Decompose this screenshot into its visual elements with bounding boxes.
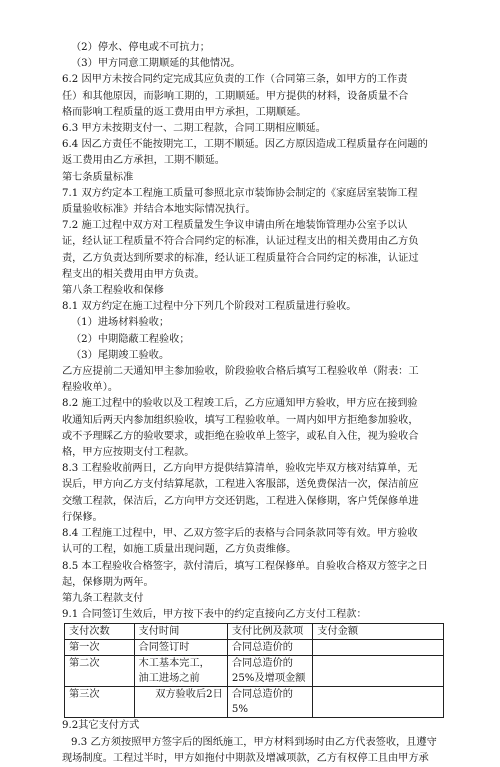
header-cell: 支付时间 [134, 624, 227, 640]
text-line: 7.2 施工过程中双方对工程质量发生争议申请由所在地装饰管理办公室予以认 [62, 220, 408, 232]
text-line: 格，甲方应按期支付工程款。 [62, 447, 195, 459]
text-line: 或不予理睬乙方的验收要求，或拒绝在验收单上签字，或私自入住，视为验收合 [62, 430, 419, 442]
text-line: 7.1 双方约定本工程施工质量可参照北京市装饰协会制定的《家庭居室装饰工程 [62, 187, 418, 199]
table-cell [313, 640, 444, 656]
section-heading: 第九条工程款支付 [62, 592, 144, 604]
header-cell: 支付比例及款项 [227, 624, 312, 640]
text-line: 责，乙方负责达到所要求的标准，经认证工程质量符合合同约定的标准，认证过 [62, 252, 419, 264]
after-table-text [62, 718, 444, 767]
section-heading: 第七条质量标准 [62, 171, 134, 183]
text-line: （2）中期隐蔽工程验收； [71, 333, 190, 345]
text-line: 8.5 本工程验收合格签字，款付清后，填写工程保修单。自验收合格双方签字之日 [62, 560, 428, 572]
table-cell: 第二次 [65, 656, 135, 687]
text-line: （1）进场材料验收； [71, 317, 170, 329]
text-line: 现场制度。工程过半时，甲方如拖付中期款及增减项款，乙方有权停工且由甲方承 [62, 752, 429, 764]
text-line: （3）尾期竣工验收。 [71, 349, 170, 361]
text-line: 程验收单）。 [62, 382, 119, 394]
table-cell [134, 656, 227, 687]
section-heading: 第八条工程验收和保修 [62, 285, 164, 297]
table-header-row [65, 624, 444, 640]
header-cell: 支付金额 [313, 624, 444, 640]
table-row [65, 640, 444, 656]
header-cell: 支付次数 [65, 624, 135, 640]
table-cell: 合同总造价的 [227, 640, 312, 656]
text-line: （2）停水、停电或不可抗力； [71, 42, 210, 53]
text-line: 行保修。 [62, 511, 103, 523]
payment-table [64, 623, 444, 718]
table-cell: 合同签订时 [134, 640, 227, 656]
text-line: 格而影响工程质量的返工费用由甲方承担，工期顺延。 [62, 106, 307, 118]
text-line: 9.3 乙方须按照甲方签字后的图纸施工，甲方材料到场时由乙方代表签收，且遵守 [71, 736, 437, 748]
text-line: 起，保修期为两年。 [62, 576, 154, 588]
table-cell [313, 656, 444, 687]
text-line: 认可的工程，如施工质量出现问题，乙方负责维修。 [62, 544, 297, 556]
table-cell [313, 687, 444, 718]
text-line: 误后，甲方向乙方支付结算尾款，工程进入客服部，送免费保洁一次，保洁前应 [62, 479, 419, 491]
cell-line: 木工基本完工， [138, 658, 210, 670]
text-line: （3）甲方同意工期顺延的其他情况。 [71, 58, 241, 70]
text-line: 8.4 工程施工过程中，甲、乙双方签字后的表格与合同条款同等有效。甲方验收 [62, 528, 418, 540]
table-cell: 第三次 [65, 687, 135, 718]
text-line: 乙方应提前二天通知甲主参加验收，阶段验收合格后填写工程验收单（附表：工 [62, 366, 419, 378]
table-cell: 双方验收后2日 [134, 687, 227, 718]
cell-line: 合同总造价的 [231, 658, 293, 670]
text-line: 6.4 因乙方责任不能按期完工，工期不顺延。因乙方原因造成工程质量存在问题的 [62, 139, 428, 151]
text-line: 证，经认证工程质量不符合合同约定的标准，认证过程支出的相关费用由乙方负 [62, 236, 419, 248]
table-row [65, 656, 444, 687]
text-line: 6.2 因甲方未按合同约定完成其应负责的工作（合同第三条，如甲方的工作责 [62, 74, 408, 86]
text-line: 收通知后两天内参加组织验收，填写工程验收单。一周内如甲方拒绝参加验收， [62, 414, 419, 426]
text-line: 返工费用由乙方承担，工期不顺延。 [62, 155, 225, 167]
table-cell [227, 656, 312, 687]
table-row [65, 687, 444, 718]
cell-line: 25%及增项金额 [231, 673, 306, 685]
text-line: 6.3 甲方未按期支付一、二期工程款，合同工期相应顺延。 [62, 123, 326, 135]
cell-line: 油工进场之前 [138, 673, 200, 685]
text-line: 8.1 双方约定在施工过程中分下列几个阶段对工程质量进行验收。 [62, 301, 357, 313]
text-line: 8.3 工程验收前两日，乙方向甲方提供结算清单，验收完毕双方核对结算单，无 [62, 463, 418, 475]
table-cell: 合同总造价的 5% [227, 687, 312, 718]
body-text [62, 40, 444, 623]
text-line: 9.1 合同签订生效后，甲方按下表中的约定直接向乙方支付工程款： [62, 609, 367, 621]
text-line: 8.2 施工过程中的验收以及工程竣工后，乙方应通知甲方验收，甲方应在接到验 [62, 398, 418, 410]
text-line: 交缴工程款，保洁后，乙方向甲方交还钥匙，工程进入保修期，客户凭保修单进 [62, 495, 419, 507]
table-cell: 第一次 [65, 640, 135, 656]
text-line: 任）和其他原因，而影响工期的，工期顺延。甲方提供的材料，设备质量不合 [62, 90, 409, 102]
text-line: 质量验收标准》并结合本地实际情况执行。 [62, 204, 256, 216]
text-line: 9.2其它支付方式 [62, 720, 140, 732]
text-line: 程支出的相关费用由甲方负责。 [62, 268, 205, 280]
